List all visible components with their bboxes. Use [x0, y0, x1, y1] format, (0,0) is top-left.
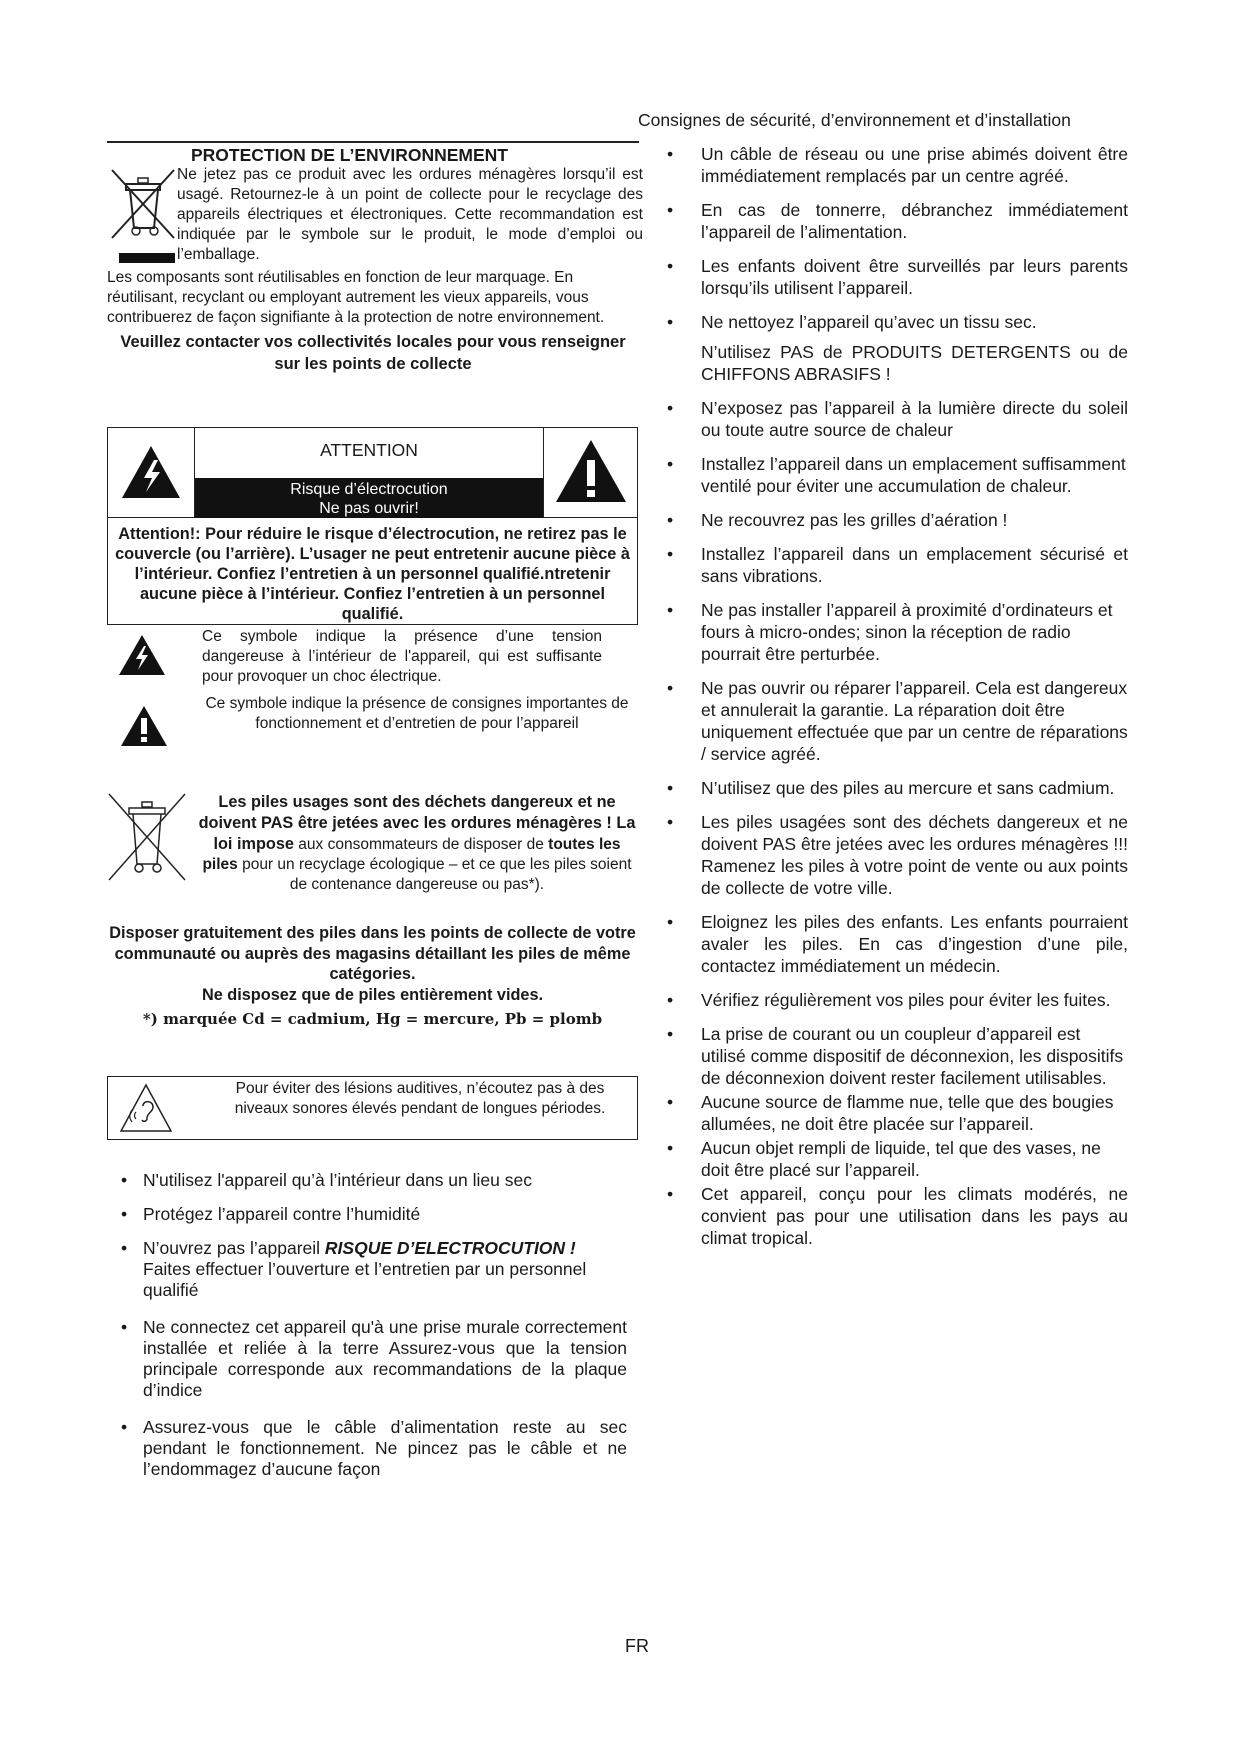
attention-risk-line1: Risque d’électrocution	[290, 481, 448, 498]
batteries-bold-2: toutes les piles	[202, 836, 621, 873]
list-item	[107, 1238, 627, 1301]
bin-underline-bar	[119, 253, 175, 263]
list-item: • Assurez-vous que le câble d’alimentation reste au sec pendant le fonctionnement. Ne pincez pas le câble et ne l’endommagez d’aucune façon	[107, 1417, 627, 1480]
left-safety-list	[107, 1170, 627, 1493]
list-item-text: N’ouvrez pas l’appareil	[143, 1238, 325, 1258]
environment-contact: Veuillez contacter vos collectivités locales pour vous renseigner sur les points de collecte	[120, 333, 626, 373]
list-item: • Les piles usagées sont des déchets dangereux et ne doivent PAS être jetées avec les ordures ménagères !!! Ramenez les piles à votre point de vente ou aux points de collecte de votre ville.	[660, 811, 1128, 899]
batteries-section	[107, 792, 638, 922]
environment-text-2: Les composants sont réutilisables en fonction de leur marquage. En réutilisant, recyclant ou employant autrement les vieux appareils, vous contribuerez de façon signifiante à la protection de notre environnement.	[107, 269, 605, 326]
lightning-triangle-small-icon	[117, 633, 167, 677]
list-item: • Installez l’appareil dans un emplacement suffisamment ventilé pour éviter une accumulation de chaleur.	[660, 453, 1128, 497]
list-item: • Ne connectez cet appareil qu'à une prise murale correctement installée et reliée à la terre Assurez-vous que la tension principale corresponde aux recommandations de la plaque d’indice	[107, 1317, 627, 1401]
list-item: • Protégez l’appareil contre l’humidité	[107, 1204, 627, 1225]
environment-title: PROTECTION DE L’ENVIRONNEMENT	[107, 141, 639, 165]
list-item-text: Faites effectuer l’ouverture et l’entretien par un personnel qualifié	[143, 1259, 587, 1300]
attention-risk-line2: Ne pas ouvrir!	[319, 500, 419, 517]
list-item: • En cas de tonnerre, débranchez immédiatement l’appareil de l’alimentation.	[660, 199, 1128, 243]
right-safety-list	[660, 143, 1128, 1251]
batteries-normal-2: pour un recyclage écologique – et ce que les piles soient de contenance dangereuse ou pas*).	[237, 856, 632, 893]
attention-title: ATTENTION	[320, 440, 418, 460]
exclamation-symbol-text: Ce symbole indique la présence de consignes importantes de fonctionnement et d’entretien de pour l’appareil	[205, 695, 629, 732]
list-item: • N'utilisez l'appareil qu’à l’intérieur dans un lieu sec	[107, 1170, 627, 1191]
list-item: • Aucune source de flamme nue, telle que des bougies allumées, ne doit être placée sur l’appareil.	[660, 1091, 1128, 1135]
exclamation-triangle-icon	[544, 428, 638, 518]
list-item: • Aucun objet rempli de liquide, tel que des vases, ne doit être placé sur l’appareil.	[660, 1137, 1128, 1181]
batteries-normal-1: aux consommateurs de disposer de	[294, 836, 549, 853]
list-item: • N’utilisez que des piles au mercure et sans cadmium.	[660, 777, 1128, 799]
attention-box	[107, 427, 638, 625]
page-footer-language: FR	[625, 1636, 649, 1656]
attention-risk-banner	[195, 478, 543, 518]
list-item: • Ne recouvrez pas les grilles d’aération !	[660, 509, 1128, 531]
list-item: • Cet appareil, conçu pour les climats modérés, ne convient pas pour une utilisation dans les pays au climat tropical.	[660, 1183, 1128, 1249]
batteries-dispose-text-2: Ne disposez que de piles entièrement vides.	[201, 985, 544, 1004]
list-item: • La prise de courant ou un coupleur d’appareil est utilisé comme dispositif de déconnexion, les dispositifs de déconnexion doivent rester facilement utilisables.	[660, 1023, 1128, 1089]
attention-warning-text: Attention!: Pour réduire le risque d’électrocution, ne retirez pas le couvercle (ou l’arrière). L’usager ne peut entretenir aucune pièce à l’intérieur. Confiez l’entretien à un personnel qualifié.ntretenir aucune pièce à l’intérieur. Confiez l’entretien à un personnel qualifié.	[115, 525, 630, 623]
batteries-note: *) marquée Cd = cadmium, Hg = mercure, Pb = plomb	[142, 1010, 603, 1028]
list-item: • Les enfants doivent être surveillés par leurs parents lorsqu’ils utilisent l’appareil.	[660, 255, 1128, 299]
exclamation-triangle-small-icon	[119, 704, 169, 748]
batteries-bold-1: Les piles usages sont des déchets dangereux et ne doivent PAS être jetées avec les ordures ménagères ! La loi impose	[198, 793, 636, 853]
list-item: • Ne nettoyez l’appareil qu’avec un tissu sec.	[660, 311, 1128, 333]
hearing-warning-text: Pour éviter des lésions auditives, n’écoutez pas à des niveaux sonores élevés pendant de longues périodes.	[234, 1080, 606, 1117]
hearing-warning-icon	[118, 1082, 174, 1134]
batteries-dispose-text: Disposer gratuitement des piles dans les points de collecte de votre communauté ou auprès des magasins détaillant les piles de même catégories.	[109, 924, 636, 983]
batteries-text	[197, 792, 637, 895]
environment-section	[107, 141, 643, 375]
lightning-symbol-text: Ce symbole indique la présence d’une tension dangereuse à l’intérieur de l'appareil, qui est suffisante pour provoquer un choc électrique.	[202, 628, 602, 685]
risk-electrocution-label: RISQUE D’ELECTROCUTION !	[324, 1238, 576, 1258]
batteries-dispose	[107, 923, 638, 1005]
list-item: • Ne pas ouvrir ou réparer l’appareil. Cela est dangereux et annulerait la garantie. La réparation doit être uniquement effectuée que par un centre de réparations / service agréé.	[660, 677, 1128, 765]
list-item: N’utilisez PAS de PRODUITS DETERGENTS ou de CHIFFONS ABRASIFS !	[701, 342, 1128, 384]
list-item: • Un câble de réseau ou une prise abimés doivent être immédiatement remplacés par un centre agréé.	[660, 143, 1128, 187]
list-item: • Eloignez les piles des enfants. Les enfants pourraient avaler les piles. En cas d’ingestion d’une pile, contactez immédiatement un médecin.	[660, 911, 1128, 977]
crossed-battery-bin-icon	[107, 792, 187, 882]
lightning-triangle-icon	[108, 428, 195, 518]
hearing-warning-box	[107, 1076, 638, 1140]
list-item: • Ne pas installer l’appareil à proximité d’ordinateurs et fours à micro-ondes; sinon la réception de radio pourrait être perturbée.	[660, 599, 1128, 665]
page-header: Consignes de sécurité, d’environnement et d’installation	[638, 110, 1071, 130]
crossed-bin-icon	[108, 168, 178, 240]
list-item: • Vérifiez régulièrement vos piles pour éviter les fuites.	[660, 989, 1128, 1011]
list-item: • N’exposez pas l’appareil à la lumière directe du soleil ou toute autre source de chaleur	[660, 397, 1128, 441]
list-item: • Installez l’appareil dans un emplacement sécurisé et sans vibrations.	[660, 543, 1128, 587]
environment-text: Ne jetez pas ce produit avec les ordures ménagères lorsqu’il est usagé. Retournez-le à un point de collecte pour le recyclage des appareils électriques et électroniques. Cette recommandation est indiquée par le symbole sur le produit, le mode d’emploi ou l’emballage.	[177, 166, 643, 263]
